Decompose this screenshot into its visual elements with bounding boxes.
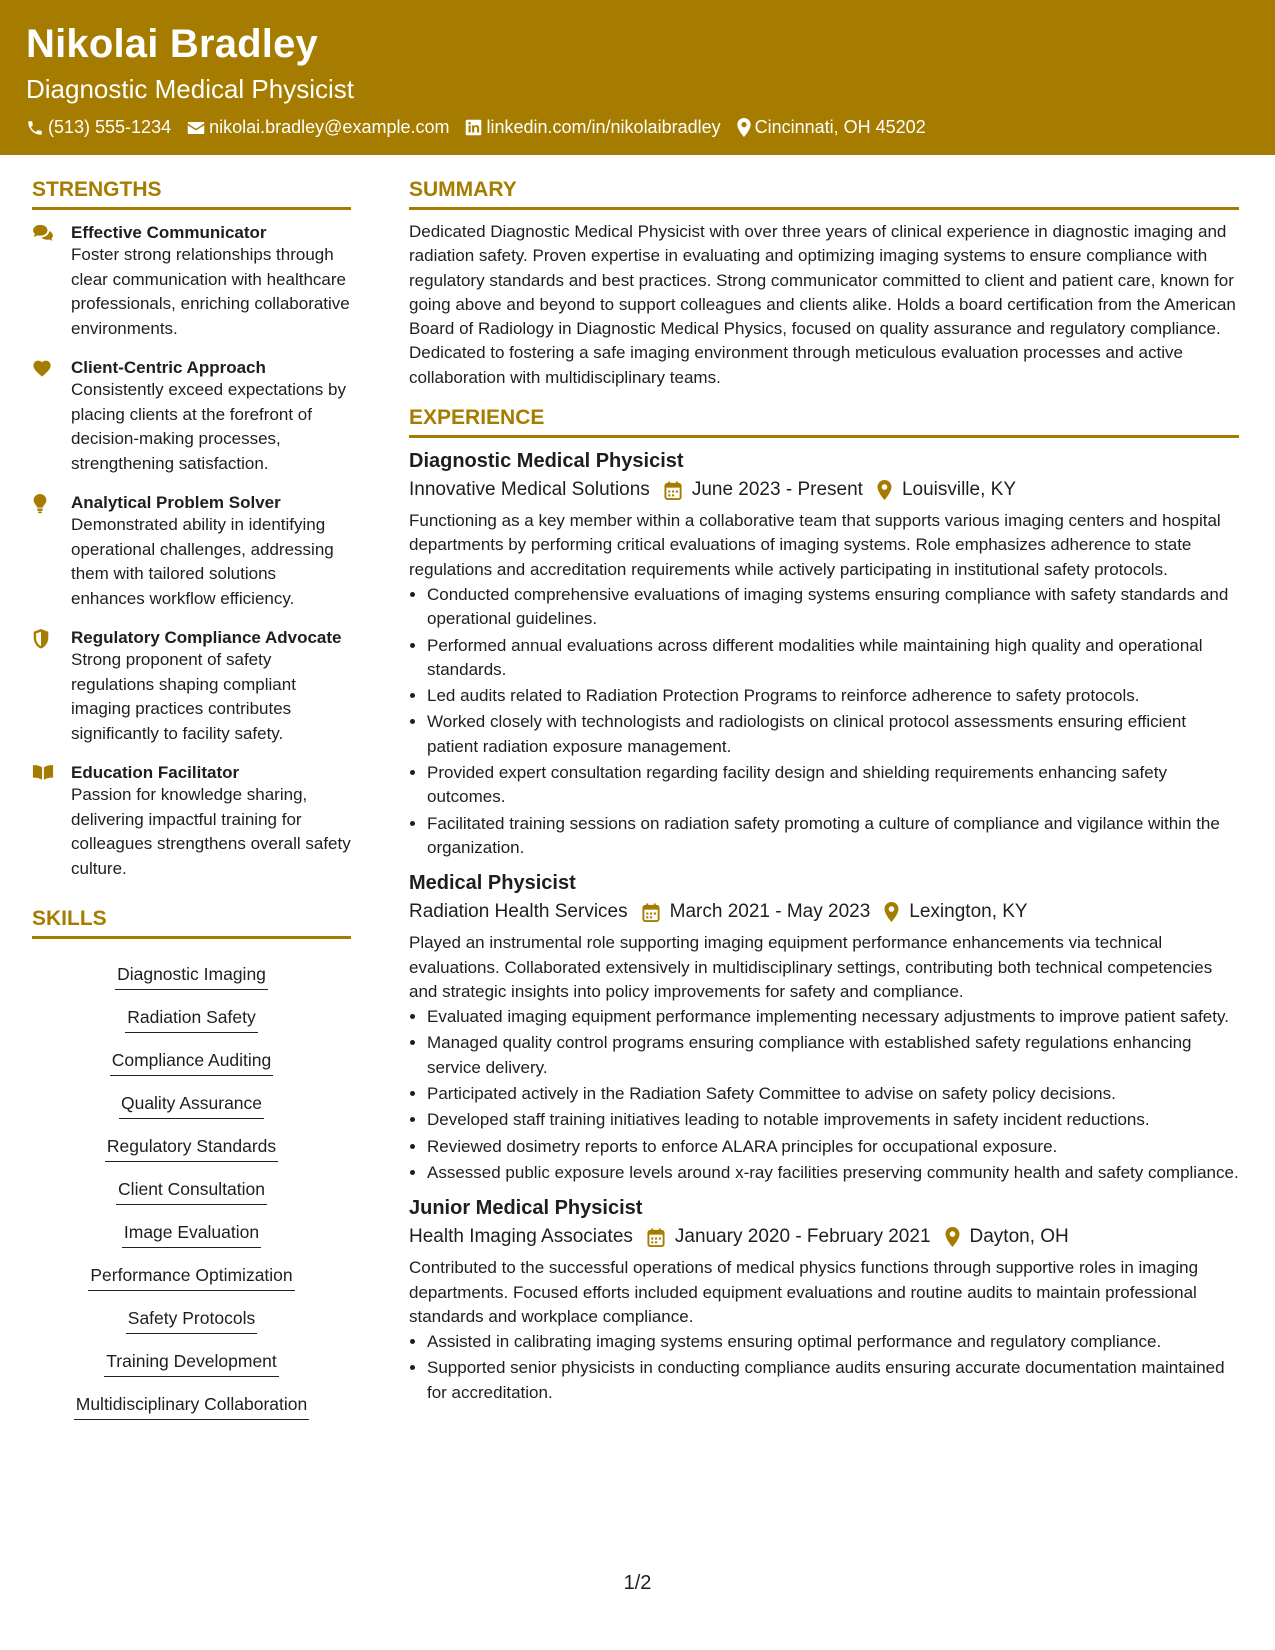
- experience-heading: EXPERIENCE: [409, 406, 1239, 438]
- candidate-name: Nikolai Bradley: [26, 22, 319, 66]
- bullet-item: • Developed staff training initiatives leading to notable improvements in safety incident reductions.: [427, 1108, 1239, 1132]
- job-dates: June 2023 - Present: [691, 479, 863, 501]
- skills-heading: SKILLS: [32, 907, 351, 939]
- bullet-item: • Provided expert consultation regarding facility design and shielding requirements enhancing safety outcomes.: [427, 761, 1239, 810]
- strength-item: [32, 222, 351, 341]
- job-dates: January 2020 - February 2021: [674, 1226, 931, 1248]
- bullet-item: • Facilitated training sessions on radiation safety promoting a culture of compliance and vigilance within the organization.: [427, 812, 1239, 861]
- strength-item: [32, 762, 351, 881]
- skill-tag: Compliance Auditing: [110, 1048, 274, 1076]
- job-location: Louisville, KY: [901, 479, 1016, 501]
- job-bullets: [409, 1005, 1239, 1185]
- job-company: Innovative Medical Solutions: [409, 479, 650, 501]
- bullet-item: • Led audits related to Radiation Protection Programs to reinforce adherence to safety protocols.: [427, 684, 1239, 708]
- linkedin-icon: [465, 119, 482, 136]
- heart-icon: [32, 359, 52, 377]
- skill-tag: Quality Assurance: [119, 1091, 264, 1119]
- contact-phone: [26, 117, 171, 138]
- experience-entry: [409, 872, 1239, 1185]
- strength-desc: Strong proponent of safety regulations shaping compliant imaging practices contributes significantly to facility safety.: [71, 650, 296, 743]
- map-pin-icon: [877, 480, 892, 500]
- skill-tag: Radiation Safety: [125, 1005, 257, 1033]
- strength-desc: Foster strong relationships through clear communication with healthcare professionals, enriching collaborative environments.: [71, 245, 350, 338]
- experience-section: [409, 406, 1239, 1405]
- map-pin-icon: [945, 1227, 960, 1247]
- skill-list: [32, 951, 351, 1424]
- summary-text: Dedicated Diagnostic Medical Physicist with over three years of clinical experience in diagnostic imaging and radiation safety. Proven expertise in evaluating and optimizing imaging systems to ensure compliance with regulatory standards and best practices. Strong communicator committed to client and patient care, known for going above and beyond to support colleagues and clients alike. Holds a board certification from the American Board of Radiology in Diagnostic Medical Physics, focused on quality assurance and regulatory compliance. Dedicated to fostering a safe imaging environment through meticulous evaluation processes and active collaboration with multidisciplinary teams.: [409, 222, 1236, 387]
- job-meta: [409, 1226, 1239, 1248]
- calendar-icon: [647, 1228, 665, 1247]
- contact-email-text[interactable]: nikolai.bradley@example.com: [209, 117, 450, 137]
- bullet-item: • Conducted comprehensive evaluations of imaging systems ensuring compliance with safety standards and operational guidelines.: [427, 583, 1239, 632]
- job-location: Dayton, OH: [969, 1226, 1069, 1248]
- calendar-icon: [664, 481, 682, 500]
- bullet-item: • Assessed public exposure levels around x-ray facilities preserving community health and safety compliance.: [427, 1161, 1239, 1185]
- contact-linkedin[interactable]: [465, 117, 720, 138]
- skills-section: [32, 907, 351, 1424]
- contact-email[interactable]: [187, 117, 449, 138]
- page-number: 1/2: [623, 1572, 652, 1594]
- left-column: [32, 178, 351, 1424]
- job-company: Radiation Health Services: [409, 901, 628, 923]
- job-description: Played an instrumental role supporting imaging equipment performance enhancements via technical evaluations. Collaborated extensively in multidisciplinary settings, contributing both technical competencies and strategic insights into policy improvements for safety and compliance.: [409, 933, 1213, 1001]
- bullet-item: • Reviewed dosimetry reports to enforce ALARA principles for occupational exposure.: [427, 1135, 1239, 1159]
- bullet-item: • Assisted in calibrating imaging systems ensuring optimal performance and regulatory compliance.: [427, 1330, 1239, 1354]
- strength-item: [32, 492, 351, 611]
- contact-bar: [26, 117, 942, 138]
- contact-linkedin-text[interactable]: linkedin.com/in/nikolaibradley: [486, 117, 721, 137]
- skill-tag: Regulatory Standards: [105, 1134, 278, 1162]
- skill-tag: Client Consultation: [116, 1177, 267, 1205]
- skill-tag: Diagnostic Imaging: [115, 962, 268, 990]
- job-meta: [409, 901, 1239, 923]
- strength-item: [32, 357, 351, 476]
- bullet-item: • Managed quality control programs ensuring compliance with established safety regulations enhancing service delivery.: [427, 1031, 1239, 1080]
- envelope-icon: [187, 120, 205, 136]
- strength-desc: Consistently exceed expectations by placing clients at the forefront of decision-making processes, strengthening satisfaction.: [71, 380, 346, 473]
- lightbulb-icon: [32, 494, 48, 514]
- bullet-item: • Worked closely with technologists and radiologists on clinical protocol assessments ensuring efficient patient radiation exposure management.: [427, 710, 1239, 759]
- book-open-icon: [32, 764, 54, 781]
- strength-item: [32, 627, 351, 746]
- strength-title: Education Facilitator: [71, 763, 240, 782]
- strength-title: Regulatory Compliance Advocate: [71, 628, 342, 647]
- job-description: Contributed to the successful operations of medical physics functions through supportive roles in imaging departments. Focused efforts included equipment evaluations and routine audits to maintain professional standards and workplace compliance.: [409, 1258, 1199, 1326]
- contact-location-text: Cincinnati, OH 45202: [754, 117, 926, 137]
- resume-header: [0, 0, 1275, 155]
- strengths-section: [32, 178, 351, 881]
- phone-icon: [26, 119, 44, 137]
- contact-location: [737, 117, 926, 138]
- job-bullets: [409, 1330, 1239, 1405]
- shield-icon: [32, 629, 50, 649]
- job-title: Junior Medical Physicist: [409, 1197, 643, 1220]
- summary-heading: SUMMARY: [409, 178, 1239, 210]
- job-title: Diagnostic Medical Physicist: [409, 450, 684, 473]
- calendar-icon: [642, 903, 660, 922]
- skill-tag: Multidisciplinary Collaboration: [74, 1392, 310, 1420]
- experience-entry: [409, 450, 1239, 860]
- bullet-item: • Supported senior physicists in conducting compliance audits ensuring accurate documentation maintained for accreditation.: [427, 1356, 1239, 1405]
- bullet-item: • Performed annual evaluations across different modalities while maintaining high quality and operational standards.: [427, 634, 1239, 683]
- skill-tag: Safety Protocols: [126, 1306, 257, 1334]
- contact-phone-text: (513) 555-1234: [48, 117, 172, 137]
- strength-desc: Passion for knowledge sharing, delivering impactful training for colleagues strengthens overall safety culture.: [71, 785, 351, 878]
- job-description: Functioning as a key member within a collaborative team that supports various imaging centers and hospital departments by performing critical evaluations of imaging systems. Role emphasizes adherence to state regulations and accreditation requirements while actively participating in institutional safety protocols.: [409, 511, 1221, 579]
- job-company: Health Imaging Associates: [409, 1226, 633, 1248]
- strengths-heading: STRENGTHS: [32, 178, 351, 210]
- experience-entry: [409, 1197, 1239, 1405]
- skill-tag: Image Evaluation: [122, 1220, 261, 1248]
- bullet-item: • Evaluated imaging equipment performance implementing necessary adjustments to improve patient safety.: [427, 1005, 1239, 1029]
- bullet-item: • Participated actively in the Radiation Safety Committee to advise on safety policy decisions.: [427, 1082, 1239, 1106]
- job-dates: March 2021 - May 2023: [669, 901, 871, 923]
- summary-section: [409, 178, 1239, 390]
- candidate-title: Diagnostic Medical Physicist: [26, 74, 355, 104]
- map-pin-icon: [884, 902, 899, 922]
- skill-tag: Training Development: [104, 1349, 279, 1377]
- job-bullets: [409, 583, 1239, 860]
- job-meta: [409, 479, 1239, 501]
- job-location: Lexington, KY: [909, 901, 1028, 923]
- strength-title: Analytical Problem Solver: [71, 493, 281, 512]
- strength-desc: Demonstrated ability in identifying operational challenges, addressing them with tailored solutions enhances workflow efficiency.: [71, 515, 334, 608]
- job-title: Medical Physicist: [409, 872, 576, 895]
- strength-title: Effective Communicator: [71, 223, 267, 242]
- right-column: [409, 178, 1239, 1417]
- strength-title: Client-Centric Approach: [71, 358, 266, 377]
- skill-tag: Performance Optimization: [88, 1263, 294, 1291]
- map-pin-icon: [737, 118, 751, 137]
- chat-bubbles-icon: [32, 224, 54, 242]
